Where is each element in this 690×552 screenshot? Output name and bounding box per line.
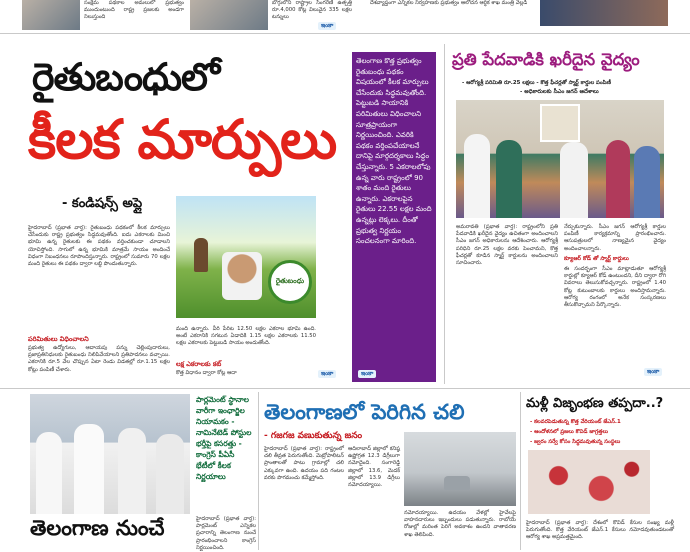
health-col2-body2: ఈ సందర్భంగా సీఎం మాట్లాడుతూ ఆరోగ్యశ్రీ కార్డుల్లో క్యూఆర్ కోడ్ ఉంటుందని, దీని ద్వారా రోగి వివరాలు తెలుసుకోవచ్చన్నారు. రాష్ట్రంలో 1.40 కోట్ల కుటుంబాలకు కార్డులు అందిస్తామన్నారు. ఆరోగ్య రంగంలో అనేక సంస్కరణలు తీసుకొచ్చామని పేర్కొన్నారు. bbox=[564, 266, 666, 309]
leader-3 bbox=[118, 428, 146, 514]
bottom-left-headline: తెలంగాణ నుంచే bbox=[30, 516, 165, 540]
top-mid-photo bbox=[190, 0, 268, 30]
health-photo bbox=[456, 100, 664, 218]
top-mid-text: బొగ్గులోని రాష్ట్రాల సింగరేణి ఉత్పత్తి రూ.4,000 కోట్ల విలువైన 335 లక్షల టన్నులు bbox=[272, 0, 352, 21]
bottom-left-body: హైదరాబాద్ (ప్రభాత వార్త): పార్లమెంట్ ఎన్నికల ప్రచారాన్ని తెలంగాణ నుంచే ప్రారంభించాలని కాంగ్రెస్ నిర్ణయించింది. bbox=[196, 516, 256, 551]
bottom-left-photo bbox=[30, 394, 190, 514]
logo-text: రైతుబంధు bbox=[275, 277, 305, 285]
person-3 bbox=[560, 142, 588, 218]
health-sub2: - అధికారులకు సీఎం జగన్ ఆదేశాలు bbox=[520, 89, 599, 95]
top-more-button[interactable]: ఇంకా bbox=[318, 22, 336, 30]
covid-bullet-3: - జ్వరం సర్వే కోసం సిద్ధమవుతున్న సంస్థలు bbox=[530, 439, 621, 445]
covid-body: హైదరాబాద్ (ప్రభాత వార్త): దేశంలో కొవిడ్ కేసుల సంఖ్య మళ్లీ పెరుగుతోంది. కొత్త వేరియంట్ జేఎన్.1 కేసులు నమోదవుతుండటంతో ఆరోగ్య శాఖ అప్రమత్తమైంది. bbox=[526, 520, 674, 541]
main-body-col2: మంది ఉన్నారు. వీరి పేరిట 12.50 లక్షల ఎకరాల భూమి ఉంది. అంటే ఎకరానికి సగటున ఏడాదికి 1.15 లక్షల ఎకరాలకు 11.50 లక్షల ఎకరాలకు పెట్టుబడి సాయం అందుతోంది. bbox=[176, 326, 316, 347]
health-headline: ప్రతి పేదవాడికి ఖరీదైన వైద్యం bbox=[452, 50, 640, 69]
health-more-button[interactable]: ఇంకా bbox=[644, 368, 662, 376]
leader-2 bbox=[74, 424, 104, 514]
purple-more-button[interactable]: ఇంకా bbox=[358, 370, 376, 378]
covid-bullet-2: - ఆందోళనలో ప్రజలు కొవిడ్ జాగ్రత్తలు bbox=[530, 429, 609, 435]
bottom-left-sidebar: పార్లమెంట్ స్థానాల వారీగా ఇంఛార్జిల నియామకం - నామినేటెడ్ పోస్టుల భర్తీపై కసరత్తు - కాంగ్రెస్ పీఏసీ భేటీలో కీలక నిర్ణయాలు bbox=[196, 395, 252, 481]
person-2 bbox=[496, 140, 522, 218]
car-shape bbox=[444, 476, 470, 490]
person-5 bbox=[634, 146, 660, 218]
top-left-photo bbox=[22, 0, 80, 30]
main-subsection-body: ప్రభుత్వ ఉద్యోగులు, ఆదాయపు పన్ను చెల్లింపుదారులు, ప్రజాప్రతినిధులకు రైతుబంధు నిలిపివేయాలని ప్రతిపాదనలు వచ్చాయి. ఎకరానికి రూ.5 వేల చొప్పున ఏటా రెండు విడతల్లో రూ.1.15 లక్షల కోట్లు పంపిణీ చేశారు. bbox=[28, 345, 170, 373]
cold-subhead: - గజగజ వణుకుతున్న జనం bbox=[264, 431, 363, 441]
leader-4 bbox=[156, 434, 184, 514]
main-col2-label: లక్ష ఎకరాలకు కట్ bbox=[176, 360, 222, 368]
main-more-button[interactable]: ఇంకా bbox=[318, 370, 336, 378]
purple-box-text: తెలంగాణ కొత్త ప్రభుత్వం రైతుబంధు పథకం విషయంలో కీలక మార్పులు చేసేందుకు సిద్ధమవుతోంది. పెట్టుబడి సాయానికి పరిమితులు విధించాలని సూత్రప్రాయంగా నిర్ణయించింది. ఎవరికి పథకం వర్తింపచేయాలనే దానిపై మార్గదర్శకాలు సిద్ధం చేస్తున్నారు. 5 ఎకరాలలోపు ఉన్న వారు రాష్ట్రంలో 90 శాతం మంది రైతులు ఉన్నారు. ఎకరాలపైన రైతులు 22.55 లక్షల మంది ఉన్నట్లు లెక్కలు. దీంతో ప్రభుత్వ నిర్ణయం సంచలనంగా మారింది. bbox=[356, 57, 432, 246]
person-1 bbox=[464, 134, 490, 218]
rythu-bandhu-logo bbox=[268, 260, 312, 304]
person-4 bbox=[606, 140, 630, 218]
cold-col2: ఆదిలాబాద్ జిల్లాలో కనిష్ఠ ఉష్ణోగ్రత 12.3 డిగ్రీలుగా నమోదైంది. సంగారెడ్డి జిల్లాలో 13.6, మెదక్ జిల్లాలో 13.9 డిగ్రీలు నమోదయ్యాయి. bbox=[348, 446, 400, 489]
cold-col1: హైదరాబాద్ (ప్రభాత వార్త): రాష్ట్రంలో చలి తీవ్రత పెరుగుతోంది. మెట్రోపాలిటన్ ప్రాంతాలతో పాటు గ్రామాల్లో చలి ఎక్కువగా ఉంది. ఉదయం పది గంటల వరకు పొగమంచు కమ్మేస్తోంది. bbox=[264, 446, 344, 481]
top-right-text: దేశవ్యాప్తంగా ఎన్నికల నిర్వహణకు ప్రభుత్వం ఆలోచన ఆర్థిక శాఖ మంత్రి వెల్లడి bbox=[370, 0, 528, 6]
health-col2-body: నేర్చుకున్నారు. సీఎం జగన్ ఆరోగ్యశ్రీ కార్డుల పంపిణీ కార్యక్రమాన్ని ప్రారంభించారు. ఆసుపత్రులలో నాణ్యమైన వైద్యం అందించాలన్నారు. bbox=[564, 224, 666, 252]
purple-info-box bbox=[352, 52, 436, 382]
health-sub1: - ఆరోగ్యశ్రీ పరిమితి రూ.25 లక్షలు - కొత్త ఫీచర్లతో స్మార్ట్ కార్డుల పంపిణీ bbox=[462, 80, 611, 86]
top-right-photo bbox=[540, 0, 668, 26]
leader-1 bbox=[36, 432, 62, 514]
health-col1-body: అమరావతి (ప్రభాత వార్త): రాష్ట్రంలోని ప్రతి పేదవాడికి ఖరీదైన వైద్యం ఉచితంగా అందించాలని సీఎం జగన్ అధికారులను ఆదేశించారు. ఆరోగ్యశ్రీ పరిధిని రూ.25 లక్షల వరకు పెంచామని, కొత్త ఫీచర్లతో కూడిన స్మార్ట్ కార్డులను అందించాలని సూచించారు. bbox=[456, 224, 558, 267]
main-subsection-label: పరిమితులు విధించాలని bbox=[28, 335, 89, 343]
top-left-text: సంక్షేమ పథకాల అమలులో ప్రభుత్వం ముందుంటుంది రాష్ట్ర ప్రజలకు అండగా నిలుస్తుంది bbox=[84, 0, 184, 21]
main-headline-2: కీలక మార్పులు bbox=[28, 108, 337, 171]
virus-illustration bbox=[528, 450, 650, 514]
main-body-col1: హైదరాబాద్ (ప్రభాత వార్త): రైతుబంధు పథకంలో కీలక మార్పులు చేసేందుకు రాష్ట్ర ప్రభుత్వం సిద్ధమవుతోంది. ఐదు ఎకరాలకు మించి భూమి ఉన్న రైతులకు ఈ పథకం వర్తించకుండా చూడాలని యోచిస్తోంది. సాగులో ఉన్న భూమికి మాత్రమే సాయం అందించే విధంగా నిబంధనలు రూపొందిస్తున్నారు. రాష్ట్రంలో సుమారు 70 లక్షల మంది రైతులు ఈ పథకం ద్వారా లబ్ధి పొందుతున్నారు. bbox=[28, 225, 170, 268]
farmer-figure bbox=[194, 238, 208, 272]
covid-bullet-1: - కలవరపెడుతున్న కొత్త వేరియంట్ జేఎన్.1 bbox=[530, 419, 621, 425]
cold-headline: తెలంగాణలో పెరిగిన చలి bbox=[264, 400, 465, 424]
cold-col3: నమోదయ్యాయి. ఉదయం వేళల్లో హైవేలపై వాహనదారులు ఇబ్బందులు పడుతున్నారు. రాబోయే రోజుల్లో మరింత పెరిగే అవకాశం ఉందని వాతావరణ శాఖ తెలిపింది. bbox=[404, 510, 516, 538]
covid-headline: మళ్లీ విజృంభణ తప్పదా..? bbox=[526, 396, 664, 411]
main-col2-more: కొత్త విధానం ద్వారా కోట్ల ఆదా bbox=[176, 370, 237, 376]
farmer-illustration bbox=[176, 196, 316, 318]
fog-photo bbox=[404, 432, 516, 506]
portrait-frame bbox=[540, 104, 580, 142]
main-subhead: - కండిషన్స్ అప్లై bbox=[62, 196, 143, 211]
main-headline-1: రైతుబంధులో bbox=[32, 55, 220, 99]
farmer-portrait bbox=[222, 252, 262, 300]
health-col2-label: క్యూఆర్ కోడ్ తో స్మార్ట్ కార్డులు bbox=[564, 256, 629, 262]
